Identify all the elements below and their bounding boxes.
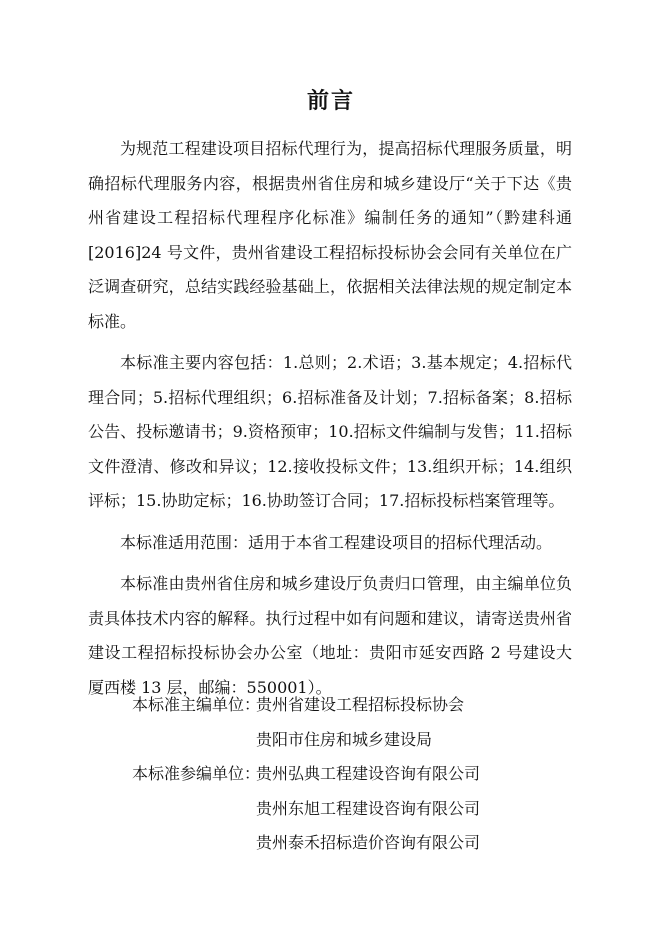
participating-editors-row: [132, 757, 480, 861]
chief-editors-list: [256, 688, 464, 757]
paragraph-scope: 本标准适用范围：适用于本省工程建设项目的招标代理活动。: [120, 532, 553, 552]
paragraph-contents: 本标准主要内容包括：1.总则；2.术语；3.基本规定；4.招标代理合同；5.招标代理组织；6.招标准备及计划；7.招标备案；8.招标公告、投标邀请书；9.资格预审；10.招标文件编制与发售；11.招标文件澄清、修改和异议；12.接收投标文件；13.组织开标；14.组织评标；15.协助定标；16.协助签订合同；17.招标投标档案管理等。: [88, 353, 572, 510]
participating-editors-section: [132, 757, 480, 861]
body-text: [88, 132, 572, 712]
page-title: 前言: [306, 88, 355, 114]
paragraph-management: 本标准由贵州省住房和城乡建设厅负责归口管理，由主编单位负责具体技术内容的解释。执行过程中如有问题和建议，请寄送贵州省建设工程招标投标协会办公室（地址：贵阳市延安西路 2 号建设大厦西楼 13 层，邮编：550001）。: [88, 574, 572, 697]
chief-editors-section: [132, 688, 464, 757]
participating-editors-list: [256, 757, 480, 861]
participating-editor-unit: 贵州东旭工程建设咨询有限公司: [256, 798, 481, 818]
participating-editors-label: 本标准参编单位：: [132, 764, 261, 783]
chief-editors-row: [132, 688, 464, 757]
participating-editor-unit: 贵州弘典工程建设咨询有限公司: [256, 764, 481, 783]
paragraph-purpose: 为规范工程建设项目招标代理行为，提高招标代理服务质量，明确招标代理服务内容，根据贵州省住房和城乡建设厅“关于下达《贵州省建设工程招标代理程序化标准》编制任务的通知”（黔建科通[2016]24 号文件，贵州省建设工程招标投标协会会同有关单位在广泛调查研究，总结实践经验基础上，依据相关法律法规的规定制定本标准。: [88, 139, 572, 331]
participating-editor-unit: 贵州泰禾招标造价咨询有限公司: [256, 833, 481, 852]
chief-editors-label: 本标准主编单位：: [132, 695, 261, 714]
chief-editor-unit: 贵州省建设工程招标投标协会: [256, 695, 465, 714]
chief-editor-unit: 贵阳市住房和城乡建设局: [256, 729, 433, 749]
